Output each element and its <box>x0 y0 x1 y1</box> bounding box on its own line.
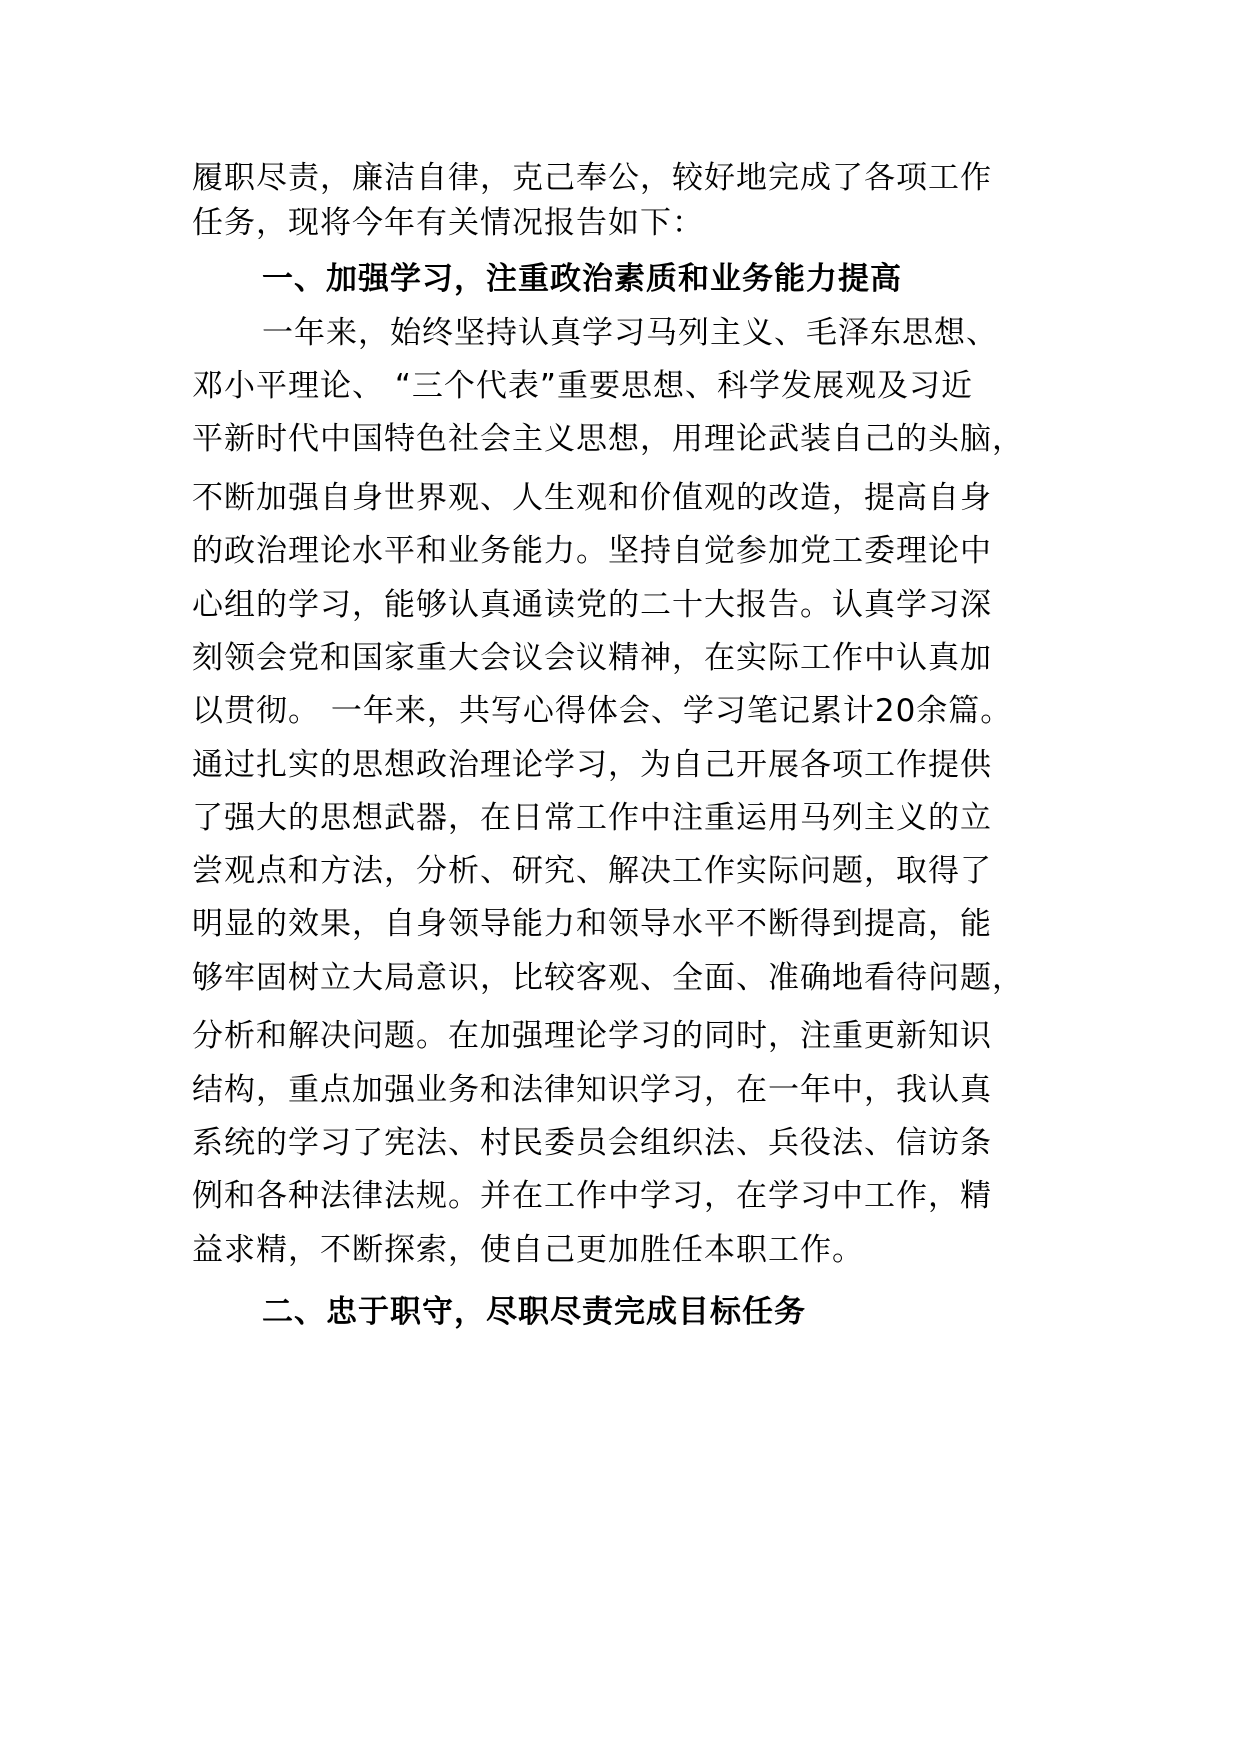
section-heading-2: 二、忠于职守，尽职尽责完成目标任务 <box>262 1294 806 1330</box>
body-line: 益求精，不断探索，使自己更加胜任本职工作。 <box>192 1232 864 1268</box>
body-line: 的政治理论水平和业务能力。坚持自觉参加党工委理论中 <box>192 533 992 569</box>
body-line: 刻领会党和国家重大会议会议精神，在实际工作中认真加 <box>192 640 992 676</box>
body-line: 系统的学习了宪法、村民委员会组织法、兵役法、信访条 <box>192 1125 992 1161</box>
body-line: 例和各种法律法规。并在工作中学习，在学习中工作，精 <box>192 1178 992 1214</box>
body-line: 通过扎实的思想政治理论学习，为自己开展各项工作提供 <box>192 747 992 783</box>
body-line: 邓小平理论、 “三个代表”重要思想、科学发展观及习近 <box>192 368 973 404</box>
body-line: 明显的效果，自身领导能力和领导水平不断得到提高，能 <box>192 906 992 942</box>
body-line: 一年来，始终坚持认真学习马列主义、毛泽东思想、 <box>262 315 998 351</box>
body-line: 心组的学习，能够认真通读党的二十大报告。认真学习深 <box>192 587 992 623</box>
section-heading-1: 一、加强学习，注重政治素质和业务能力提高 <box>262 261 902 297</box>
body-line: 不断加强自身世界观、人生观和价值观的改造，提高自身 <box>192 480 992 516</box>
body-line: 了强大的思想武器，在日常工作中注重运用马列主义的立 <box>192 800 992 836</box>
body-line: 以贯彻。 一年来，共写心得体会、学习笔记累计20余篇。 <box>192 693 1013 729</box>
body-line: 够牢固树立大局意识，比较客观、全面、准确地看待问题， <box>192 960 1024 996</box>
body-line: 结构，重点加强业务和法律知识学习，在一年中，我认真 <box>192 1072 992 1108</box>
body-line: 任务，现将今年有关情况报告如下： <box>192 205 704 241</box>
body-line: 履职尽责，廉洁自律，克己奉公，较好地完成了各项工作 <box>192 160 992 196</box>
body-line: 平新时代中国特色社会主义思想，用理论武装自己的头脑， <box>192 421 1024 457</box>
body-line: 尝观点和方法，分析、研究、解决工作实际问题，取得了 <box>192 853 992 889</box>
body-line: 分析和解决问题。在加强理论学习的同时，注重更新知识 <box>192 1018 992 1054</box>
